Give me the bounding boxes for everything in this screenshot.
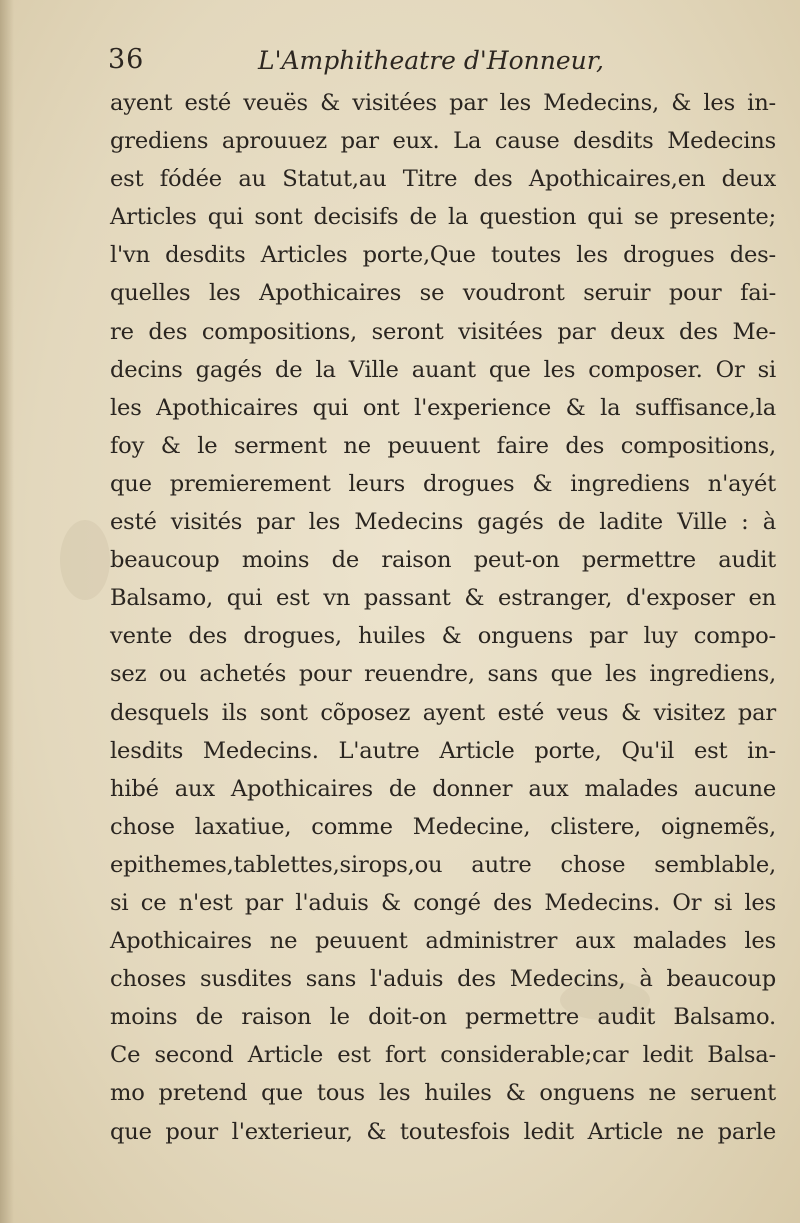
text-line: que premierement leurs drogues & ingrediens n'ayét <box>110 470 776 497</box>
text-line: moins de raison le doit-on permettre audit Balsamo. <box>110 1004 776 1031</box>
text-line: l'vn desdits Articles porte,Que toutes les drogues des- <box>110 242 776 269</box>
running-head <box>108 44 768 84</box>
text-line: chose laxatiue, comme Medecine, clistere, oignemẽs, <box>110 813 776 840</box>
text-line: decins gagés de la Ville auant que les composer. Or si <box>110 356 776 383</box>
text-line: Balsamo, qui est vn passant & estranger, d'exposer en <box>110 585 776 612</box>
text-line: lesdits Medecins. L'autre Article porte, Qu'il est in- <box>110 737 776 764</box>
body-text <box>110 84 776 1151</box>
text-line: vente des drogues, huiles & onguens par luy compo- <box>110 623 776 650</box>
text-line: hibé aux Apothicaires de donner aux malades aucune <box>110 775 776 802</box>
text-line: est fódée au Statut,au Titre des Apothicaires,en deux <box>110 166 776 193</box>
text-line: ayent esté veuës & visitées par les Medecins, & les in- <box>110 90 776 116</box>
text-line: grediens aprouuez par eux. La cause desdits Medecins <box>110 128 776 155</box>
running-title: L'Amphitheatre d'Honneur, <box>258 46 604 75</box>
text-line: que pour l'exterieur, & toutesfois ledit Article ne parle <box>110 1118 776 1145</box>
text-line: si ce n'est par l'aduis & congé des Medecins. Or si les <box>110 889 776 916</box>
text-line: epithemes,tablettes,sirops,ou autre chose semblable, <box>110 851 776 878</box>
text-line: quelles les Apothicaires se voudront seruir pour fai- <box>110 280 776 307</box>
text-line: desquels ils sont cõposez ayent esté veus & visitez par <box>110 699 776 726</box>
text-line: mo pretend que tous les huiles & onguens ne seruent <box>110 1080 776 1107</box>
text-line: re des compositions, seront visitées par deux des Me- <box>110 318 776 345</box>
page-number: 36 <box>108 44 145 75</box>
text-line: choses susdites sans l'aduis des Medecins, à beaucoup <box>110 966 776 993</box>
text-line: les Apothicaires qui ont l'experience & la suffisance,la <box>110 394 776 421</box>
page-gutter-shadow <box>0 0 14 1223</box>
text-line: sez ou achetés pour reuendre, sans que les ingrediens, <box>110 661 776 688</box>
text-line: foy & le serment ne peuuent faire des compositions, <box>110 432 776 459</box>
text-line: Apothicaires ne peuuent administrer aux malades les <box>110 928 776 955</box>
text-line: Articles qui sont decisifs de la question qui se presente; <box>110 204 776 231</box>
paper-stain <box>60 520 110 600</box>
text-line: beaucoup moins de raison peut-on permettre audit <box>110 547 776 574</box>
text-line: esté visités par les Medecins gagés de ladite Ville : à <box>110 509 776 536</box>
text-line: Ce second Article est fort considerable;car ledit Balsa- <box>110 1042 776 1069</box>
